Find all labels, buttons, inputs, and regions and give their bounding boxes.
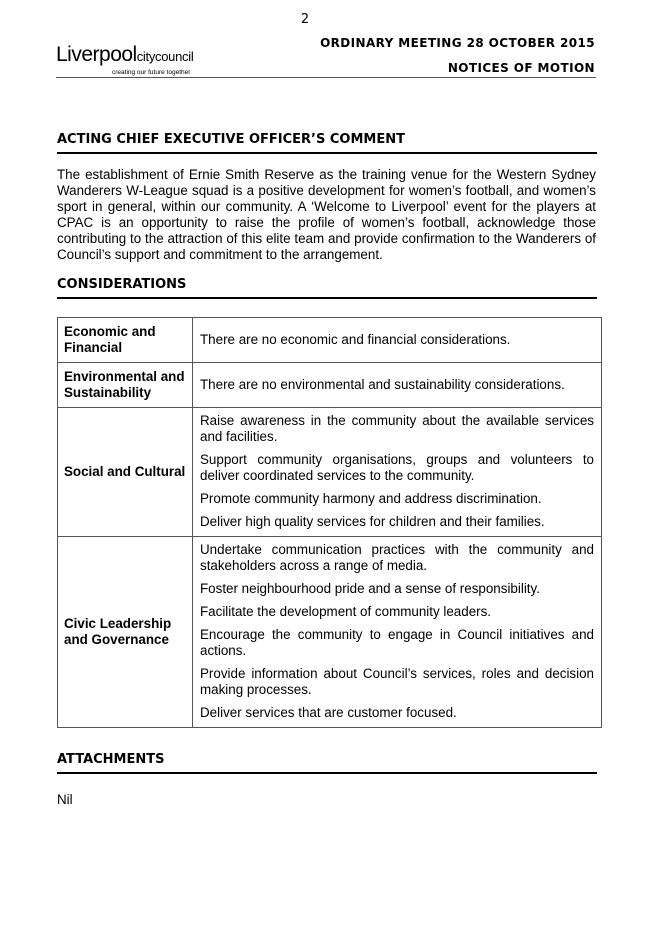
logo-wordmark <box>56 44 206 68</box>
section-title: NOTICES OF MOTION <box>447 61 595 75</box>
consideration-item: Raise awareness in the community about the available services and facilities. <box>200 413 594 444</box>
category-cell: Social and Cultural <box>58 408 193 537</box>
consideration-item: Deliver high quality services for children and their families. <box>200 514 545 529</box>
consideration-item: There are no environmental and sustainability considerations. <box>200 376 565 392</box>
items-cell <box>193 537 602 728</box>
logo-city-text: citycouncil <box>136 49 194 64</box>
table-row <box>58 318 602 363</box>
attachments-heading: ATTACHMENTS <box>57 752 597 774</box>
meeting-title: ORDINARY MEETING 28 OCTOBER 2015 <box>320 36 595 50</box>
attachments-body: Nil <box>57 792 73 807</box>
considerations-table <box>57 317 602 728</box>
logo-tagline: creating our future together <box>112 69 191 76</box>
table-row <box>58 363 602 408</box>
comment-heading: ACTING CHIEF EXECUTIVE OFFICER’S COMMENT <box>57 132 597 154</box>
page-number: 2 <box>300 12 310 27</box>
table-row <box>58 537 602 728</box>
council-logo <box>56 44 206 76</box>
consideration-item: There are no economic and financial considerations. <box>200 331 511 347</box>
consideration-item: Support community organisations, groups and volunteers to deliver coordinated services to the community. <box>200 452 594 483</box>
considerations-heading: CONSIDERATIONS <box>57 277 597 299</box>
consideration-item: Provide information about Council’s services, roles and decision making processes. <box>200 666 594 697</box>
consideration-item: Encourage the community to engage in Council initiatives and actions. <box>200 627 594 658</box>
items-cell <box>193 408 602 537</box>
table-row <box>58 408 602 537</box>
header-divider <box>56 77 596 78</box>
consideration-item: Facilitate the development of community leaders. <box>200 604 492 619</box>
consideration-item: Promote community harmony and address discrimination. <box>200 491 542 506</box>
logo-main-text: Liverpool <box>56 43 137 66</box>
category-cell: Civic Leadership and Governance <box>58 537 193 728</box>
consideration-item: Deliver services that are customer focused. <box>200 705 457 720</box>
consideration-item: Undertake communication practices with the community and stakeholders across a range of media. <box>200 542 594 573</box>
items-cell <box>193 363 602 408</box>
category-cell: Environmental and Sustainability <box>58 363 193 408</box>
items-cell <box>193 318 602 363</box>
comment-body: The establishment of Ernie Smith Reserve as the training venue for the Western Sydney Wanderers W-League squad is a positive development for women’s football, and women’s sport in general, within our community. A ‘Welcome to Liverpool’ event for the players at CPAC is an opportunity to raise the profile of women’s football, acknowledge those contributing to the attraction of this elite team and provide confirmation to the Wanderers of Council’s support and commitment to the arrangement. <box>57 167 596 262</box>
consideration-item: Foster neighbourhood pride and a sense of responsibility. <box>200 581 540 596</box>
category-cell: Economic and Financial <box>58 318 193 363</box>
